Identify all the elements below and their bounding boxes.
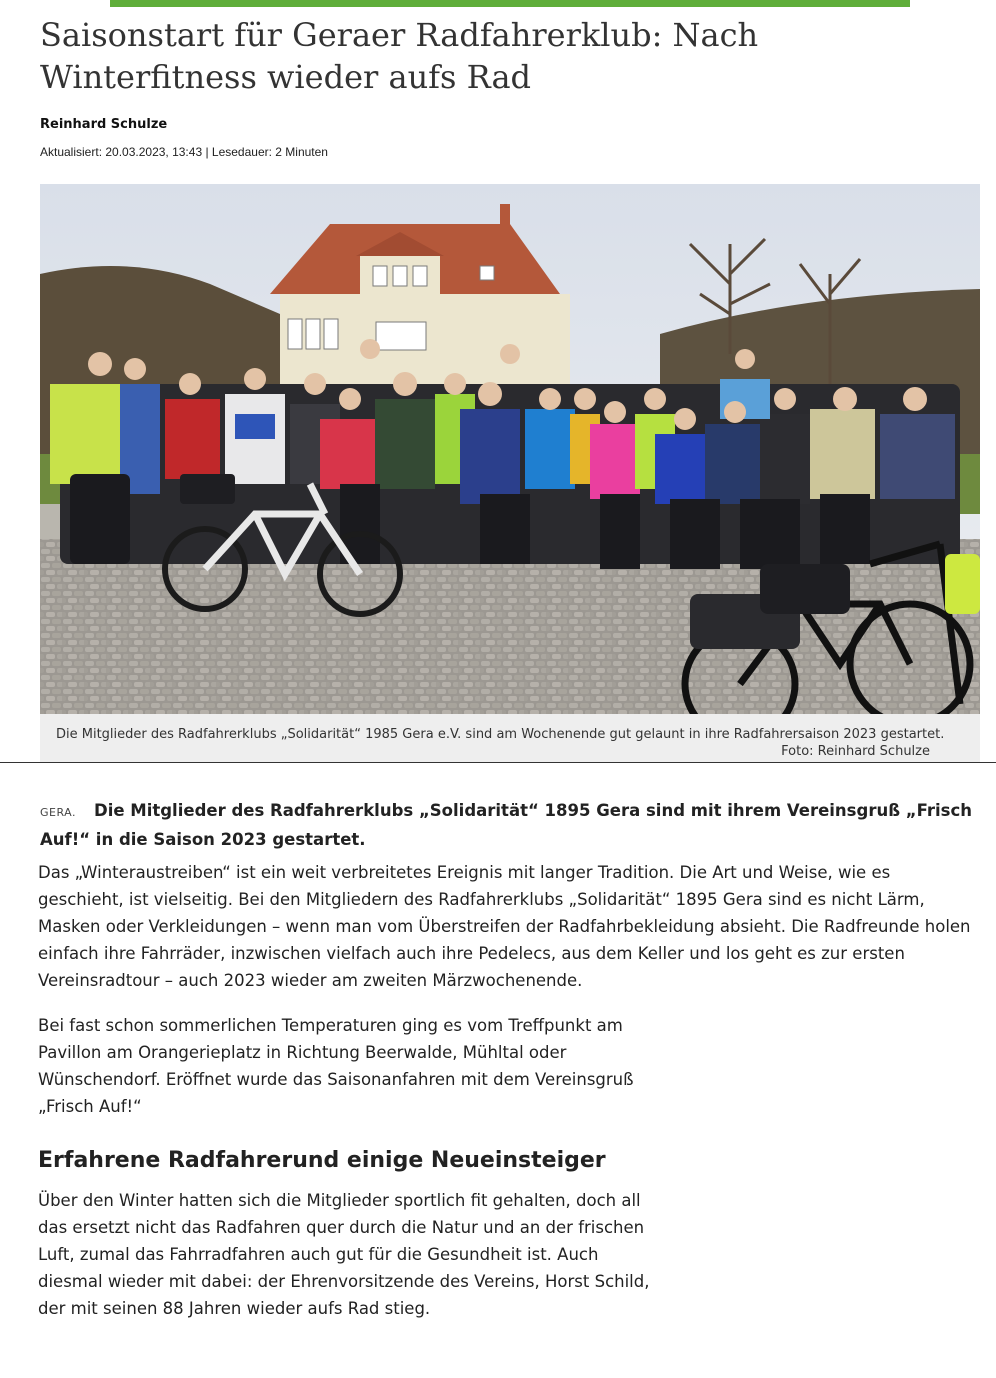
article-photo[interactable]: [40, 184, 980, 714]
photo-credit: Foto: Reinhard Schulze: [781, 744, 930, 759]
divider: [0, 762, 996, 763]
lead-text: Die Mitglieder des Radfahrerklubs „Solidarität“ 1895 Gera sind mit ihrem Vereinsgruß „Frisch Auf!“ in die Saison 2023 gestartet.: [40, 801, 973, 849]
paragraph-3: Über den Winter hatten sich die Mitglieder sportlich fit gehalten, doch all das ersetzt nicht das Radfahren quer durch die Natur und an der frischen Luft, zumal das Fahrradfahren auch gut für die Gesundheit ist. Auch diesmal wieder mit dabei: der Ehrenvorsitzende des Vereins, Horst Schild, der mit seinen 88 Jahren wieder aufs Rad stieg.: [38, 1191, 650, 1318]
author-link[interactable]: Reinhard Schulze: [40, 117, 168, 132]
paragraph-2: Bei fast schon sommerlichen Temperaturen ging es vom Treffpunkt am Pavillon am Orangerieplatz in Richtung Beerwalde, Mühltal oder Wünschendorf. Eröffnet wurde das Saisonanfahren mit dem Vereinsgruß „Frisch Auf!“: [38, 1016, 634, 1116]
dateline: GERA.: [40, 806, 76, 819]
section-heading: Erfahrene Radfahrerund einige Neueinsteiger: [38, 1148, 606, 1173]
article-headline: Saisonstart für Geraer Radfahrerklub: Nach Winterfitness wieder aufs Rad: [40, 16, 759, 96]
article-lead: [40, 797, 975, 853]
paragraph-1: Das „Winteraustreiben“ ist ein weit verbreitetes Ereignis mit langer Tradition. Die Art und Weise, wie es geschieht, ist vielseitig. Bei den Mitgliedern des Radfahrerklubs „Solidarität“ 1895 Gera sind es nicht Lärm, Masken oder Verkleidungen – wenn man vom Überstreifen der Radfahrbekleidung absieht. Die Radfreunde holen einfach ihre Fahrräder, inzwischen vielfach auch ihre Pedelecs, aus dem Keller und los geht es zur ersten Vereinsradtour – auch 2023 wieder am zweiten Märzwochenende.: [38, 863, 971, 990]
article-meta: Aktualisiert: 20.03.2023, 13:43 | Lesedauer: 2 Minuten: [40, 145, 328, 159]
photo-caption-text: Die Mitglieder des Radfahrerklubs „Solidarität“ 1985 Gera e.V. sind am Wochenende gut gelaunt in ihre Radfahrersaison 2023 gestartet.: [56, 727, 945, 742]
brand-accent-bar: [110, 0, 910, 7]
